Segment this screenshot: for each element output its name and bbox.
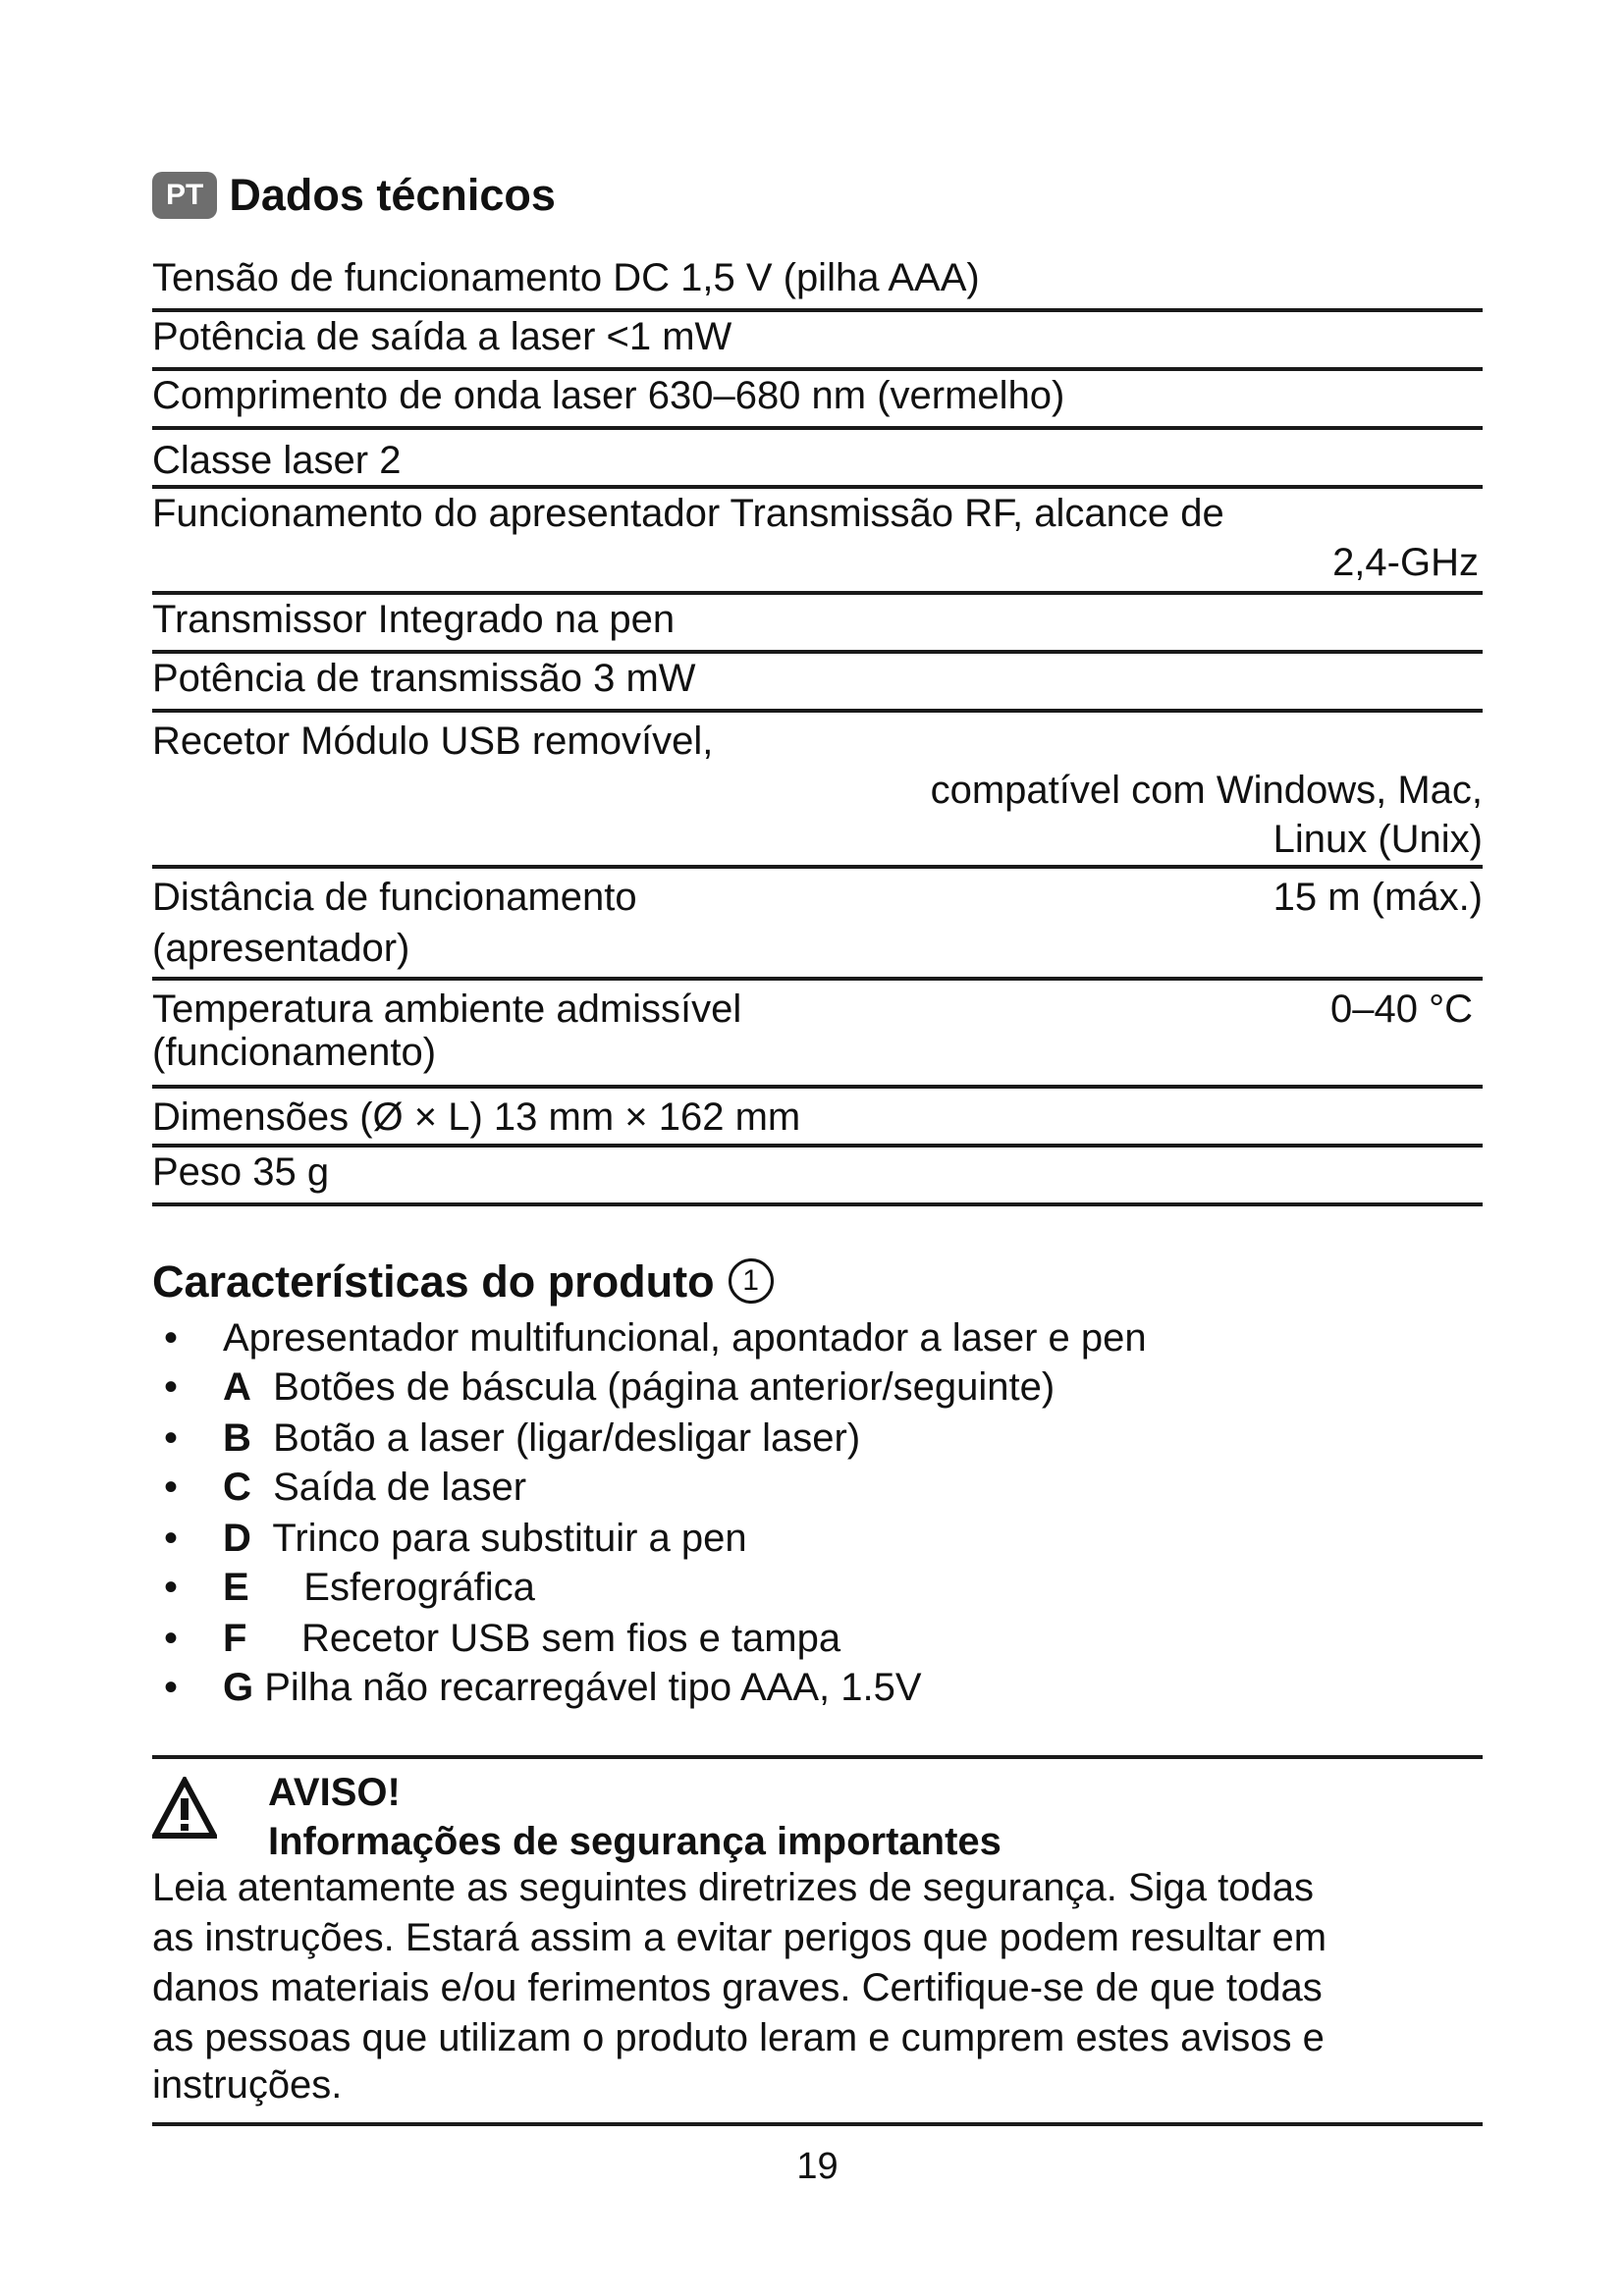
spec-continuation: compatível com Windows, Mac,: [930, 769, 1483, 812]
spec-text: Potência de transmissão 3 mW: [152, 657, 696, 700]
table-row: [152, 713, 1483, 869]
spec-text: Potência de saída a laser <1 mW: [152, 315, 732, 358]
feature-key: G: [223, 1666, 254, 1709]
spec-text: Dimensões (Ø × L) 13 mm × 162 mm: [152, 1095, 801, 1139]
warning-line: instruções.: [152, 2063, 343, 2107]
spec-text: Tensão de funcionamento DC 1,5 V (pilha AAA): [152, 256, 980, 299]
language-badge: PT: [152, 172, 217, 219]
table-row: [152, 489, 1483, 595]
table-row: [152, 253, 1483, 312]
warning-line: danos materiais e/ou ferimentos graves. Certifique-se de que todas: [152, 1966, 1323, 2009]
spec-label: Temperatura ambiente admissível: [152, 988, 742, 1031]
technical-data-table: [152, 253, 1483, 1206]
feature-text: Saída de laser: [273, 1466, 527, 1509]
bullet: •: [164, 1316, 179, 1360]
page-title: Dados técnicos: [229, 170, 556, 220]
spec-text: Recetor Módulo USB removível,: [152, 720, 714, 763]
spec-text: Classe laser 2: [152, 439, 402, 482]
spec-text: Funcionamento do apresentador Transmissão RF, alcance de: [152, 492, 1224, 535]
list-item: [152, 1614, 1483, 1663]
list-item: [152, 1414, 1483, 1463]
table-row: [152, 312, 1483, 371]
section-title: [152, 165, 556, 226]
figure-ref-circle: 1: [729, 1258, 774, 1304]
spec-text: Comprimento de onda laser 630–680 nm (vermelho): [152, 374, 1065, 417]
bullet: •: [164, 1416, 179, 1460]
bullet: •: [164, 1566, 179, 1609]
spec-value: 15 m (máx.): [1272, 876, 1483, 919]
page-number: 19: [796, 2146, 839, 2187]
bullet: •: [164, 1517, 179, 1560]
spec-continuation: Linux (Unix): [1272, 818, 1483, 861]
spec-continuation: 2,4-GHz: [1332, 541, 1479, 584]
warning-line: as pessoas que utilizam o produto leram e cumprem estes avisos e: [152, 2016, 1325, 2059]
feature-text: Pilha não recarregável tipo AAA, 1.5V: [264, 1666, 922, 1709]
divider: [152, 2122, 1483, 2126]
table-row: [152, 869, 1483, 981]
warning-triangle-icon: [152, 1777, 217, 1840]
feature-key: F: [223, 1617, 247, 1660]
spec-value: 0–40 °C: [1330, 988, 1473, 1031]
warning-heading: AVISO!: [268, 1771, 401, 1814]
table-row: [152, 1148, 1483, 1206]
features-list: [152, 1313, 1483, 1712]
list-item: [152, 1514, 1483, 1563]
bullet: •: [164, 1666, 179, 1709]
bullet: •: [164, 1466, 179, 1509]
list-item: [152, 1313, 1483, 1362]
feature-text: Recetor USB sem fios e tampa: [301, 1617, 841, 1660]
feature-key: D: [223, 1517, 251, 1560]
feature-text: Apresentador multifuncional, apontador a laser e pen: [223, 1316, 1147, 1360]
divider: [152, 1755, 1483, 1759]
table-row: [152, 1089, 1483, 1148]
table-row: [152, 371, 1483, 430]
feature-text: Esferográfica: [303, 1566, 535, 1609]
list-item: [152, 1463, 1483, 1512]
table-row: [152, 430, 1483, 489]
feature-text: Botão a laser (ligar/desligar laser): [273, 1416, 861, 1460]
table-row: [152, 595, 1483, 654]
feature-key: A: [223, 1365, 251, 1409]
feature-text: Trinco para substituir a pen: [272, 1517, 747, 1560]
feature-key: C: [223, 1466, 251, 1509]
spec-label: (apresentador): [152, 927, 410, 970]
bullet: •: [164, 1617, 179, 1660]
spec-label: Distância de funcionamento: [152, 876, 637, 919]
spec-label: (funcionamento): [152, 1031, 437, 1074]
warning-body: [152, 1863, 1483, 2107]
warning-line: as instruções. Estará assim a evitar perigos que podem resultar em: [152, 1916, 1327, 1959]
feature-text: Botões de báscula (página anterior/seguinte): [273, 1365, 1056, 1409]
list-item: [152, 1663, 1483, 1712]
spec-text: Transmissor Integrado na pen: [152, 598, 676, 641]
spec-text: Peso 35 g: [152, 1150, 330, 1194]
list-item: [152, 1563, 1483, 1612]
features-title: [152, 1256, 774, 1308]
warning-line: Leia atentamente as seguintes diretrizes de segurança. Siga todas: [152, 1866, 1314, 1909]
bullet: •: [164, 1365, 179, 1409]
feature-key: B: [223, 1416, 251, 1460]
table-row: [152, 981, 1483, 1089]
feature-key: E: [223, 1566, 249, 1609]
list-item: [152, 1362, 1483, 1412]
features-title-text: Características do produto: [152, 1256, 715, 1307]
table-row: [152, 654, 1483, 713]
warning-subheading: Informações de segurança importantes: [268, 1820, 1001, 1863]
